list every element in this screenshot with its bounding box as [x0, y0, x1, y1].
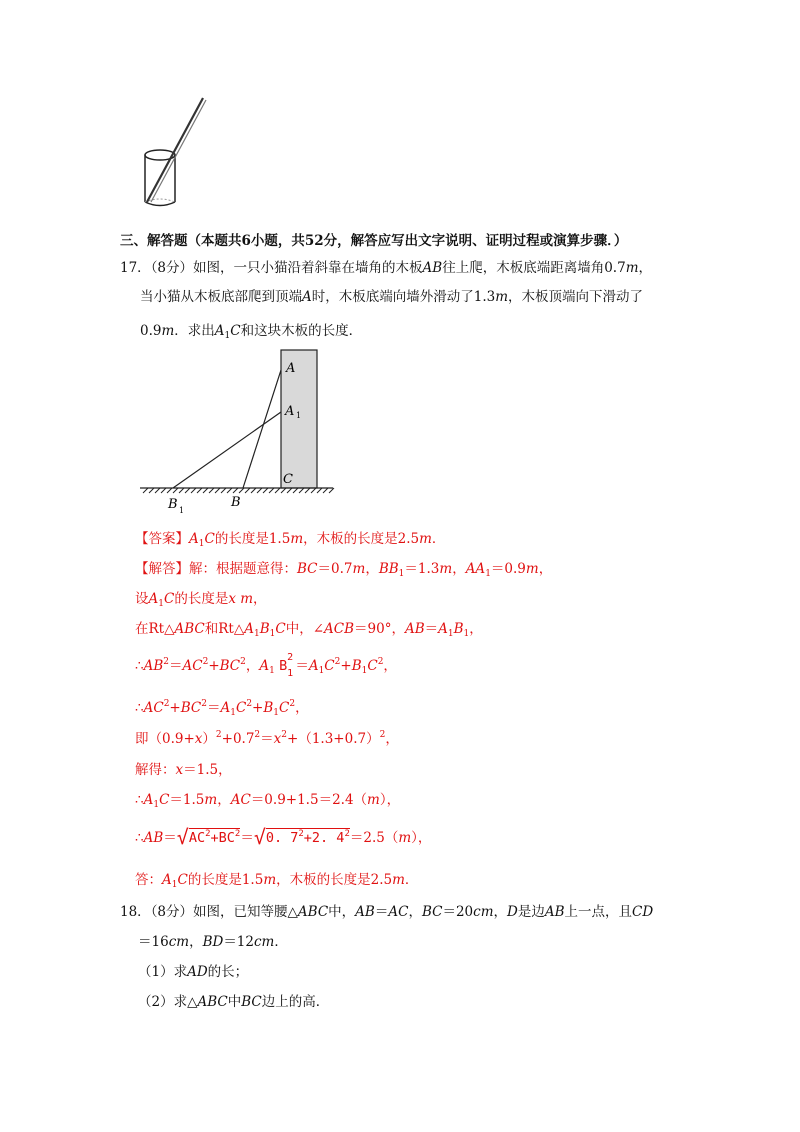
q17-solution-line4: $\therefore AB^2=AC^2+BC^2$，$A_1$ B 2 1 $=A_1C^2+B_1C^2$， [135, 652, 397, 679]
q17-solution-line8: $\therefore A_1C=1.5m$，AC＝0.9+1.5＝2.4（m）， [135, 792, 401, 810]
q17-solution-line9: $\therefore AB=√AC^2+BC^2=√0$. $7^2+2$. $4^2=2.5(m)$， [135, 825, 432, 849]
label-B: B [231, 495, 241, 510]
q17-solution-line1: 【解答】解：根据题意得：BC＝0.7m，$BB_1=1.3m$，$AA_1=0.9m$， [135, 561, 553, 579]
q17-solution-line3: 在Rt△ABC和$Rt\triangle A_1B_1C$中，∠ACB＝90°，$AB=A_1B_1$， [135, 621, 483, 639]
label-A1-sub: 1 [296, 411, 302, 420]
cylinder-rod-figure [135, 92, 215, 212]
q17-stem-line2: 当小猫从木板底部爬到顶端A时，木板底端向墙外滑动了1.3m，木板顶端向下滑动了 [140, 289, 644, 305]
q18-subquestion-2: （2）求△ABC中BC边上的高． [138, 994, 330, 1010]
q17-solution-line2: 设$A_1C$的长度是x m， [135, 591, 267, 609]
q17-stem-line3: 0.9m．求出$A_1C$和这块木板的长度． [140, 323, 363, 341]
q17-solution-line7: 解得：x＝1.5， [135, 762, 232, 778]
label-A: A [286, 361, 296, 376]
q18-subquestion-1: （1）求AD的长； [138, 964, 249, 980]
q17-solution-line5: $\therefore AC^2+BC^2=A_1C^2+B_1C^2$， [135, 699, 309, 718]
q17-solution-line6: 即$(0.9+x)^2+0.7^2=x^2+(1.3+0.7)^2$， [135, 730, 399, 747]
ladder-wall-figure [135, 345, 340, 520]
label-A1: A [285, 404, 295, 419]
label-B1: B [168, 497, 178, 512]
q17-answer: 【答案】$A_1C$的长度是1.5m，木板的长度是2.5m． [135, 531, 446, 549]
section-heading: 三、解答题（本题共6小题，共52分，解答应写出文字说明、证明过程或演算步骤．） [120, 233, 628, 249]
q18-stem-line1: 18．（8分）如图，已知等腰△ABC中，AB＝AC，BC＝20cm，D是边AB上一点，且CD [120, 904, 654, 920]
q17-stem-line1: 17．（8分）如图，一只小猫沿着斜靠在墙角的木板AB往上爬，木板底端距离墙角0.7m， [120, 260, 652, 276]
label-B1-sub: 1 [179, 506, 185, 515]
label-C: C [283, 472, 293, 487]
q18-stem-line2: ＝16cm，BD＝12cm． [138, 934, 288, 950]
q17-final-answer: 答：$A_1C$的长度是1.5m，木板的长度是2.5m． [135, 872, 419, 890]
